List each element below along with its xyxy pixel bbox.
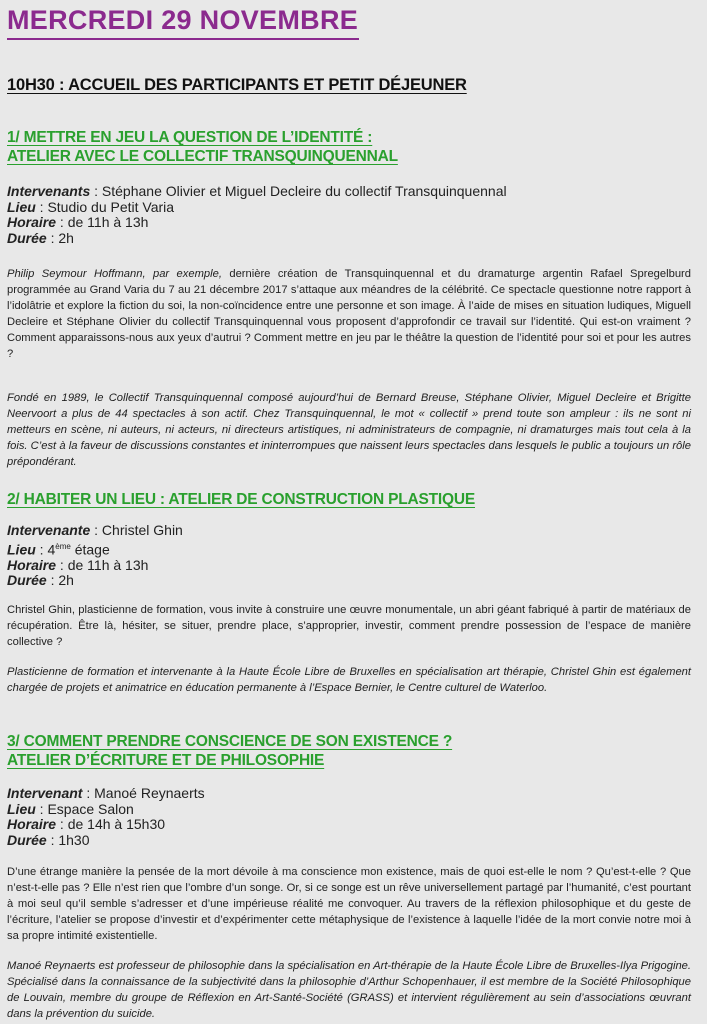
place-value-sup: ème [55, 541, 71, 551]
time-label: Horaire [7, 214, 57, 230]
section-3-meta: Intervenant : Manoé Reynaerts Lieu : Espace Salon Horaire : de 14h à 15h30 Durée : 1h30 [7, 785, 205, 848]
section-2 [7, 490, 691, 509]
section-1-meta: Intervenants : Stéphane Olivier et Miguel Decleire du collectif Transquinquennal Lieu : Studio du Petit Varia Horaire : de 11h à 13h Durée : 2h [7, 183, 507, 246]
speaker-label: Intervenant [7, 785, 83, 801]
section-2-title-line1: 2/ HABITER UN LIEU : ATELIER DE CONSTRUCTION PLASTIQUE [7, 491, 475, 508]
duration-value: 2h [58, 572, 74, 589]
section-1-description-text: dernière création de Transquinquennal et du dramaturge argentin Rafael Spregelburd programmée au Grand Varia du 7 au 21 décembre 2017 s’attaque aux méandres de la célébrité. Ce spectacle questionne notre rapport à l’idolâtrie et explore la fiction du soi, la non-coïncidence entre une personne et son image. À l’aide de mises en situation ludiques, Miguell Decleire et Stéphane Olivier du collectif Transquinquennal vous proposent d’approfondir ce travail sur l’identité. Qui est-on vraiment ? Comment apparaissons-nous aux yeux d’autrui ? Comment mettre en jeu par le théâtre la question de l’identité pour soi et pour les autres ? [7, 268, 691, 360]
place-label: Lieu [7, 198, 36, 215]
section-3-title-line1: 3/ COMMENT PRENDRE CONSCIENCE DE SON EXISTENCE ? [7, 733, 453, 750]
section-1-bio: Fondé en 1989, le Collectif Transquinquennal composé aujourd’hui de Bernard Breuse, Stéphane Olivier, Miguel Decleire et Brigitte Neervoort a plus de 44 spectacles à son actif. Chez Transquinquennal, le mot « collectif » prend toute son ampleur : ils ne sont ni metteurs en scène, ni auteurs, ni acteurs, ni directeurs artistiques, ni administrateurs de compagnie, ni dramaturges mais tout cela à la fois. C’est à la faveur de discussions constantes et ininterrompues que naissent leurs spectacles dans lesquels le public a toujours un rôle prépondérant. [7, 392, 691, 468]
speaker-label: Intervenants [7, 183, 91, 199]
time-label: Horaire [7, 816, 57, 832]
time-label: Horaire [7, 556, 57, 573]
duration-value: 1h30 [58, 831, 90, 848]
section-3-description: D’une étrange manière la pensée de la mort dévoile à ma conscience mon existence, mais de quoi est-elle le nom ? Qu’est-t-elle ? Que n’est-t-elle pas ? Elle n’est rien que l’ombre d’un songe. Or, si ce songe est un rêve universellement partagé par l’humanité, c’est pourtant à moi seul qu’il semble s’adresser et d’une impérieuse réalité me convoquer. Au travers de la réflexion philosophique et du geste de l’écriture, l’atelier se propose d’investir et d’expérimenter cette métaphysique de l’existence à laquelle l’idée de la mort convie notre moi à sa propre intimité existentielle. [7, 866, 691, 942]
section-1-title-line2: ATELIER AVEC LE COLLECTIF TRANSQUINQUENNAL [7, 148, 398, 165]
time-value: de 11h à 13h [67, 214, 149, 230]
place-label: Lieu [7, 800, 36, 817]
section-1 [7, 128, 691, 166]
place-value: Studio du Petit Varia [47, 198, 175, 215]
place-label: Lieu [7, 541, 36, 558]
section-2-bio: Plasticienne de formation et intervenante à la Haute École Libre de Bruxelles en spécialisation art thérapie, Christel Ghin est également chargée de projets et animatrice en éducation permanente à l’Espace Bernier, le Centre culturel de Waterloo. [7, 666, 691, 694]
duration-value: 2h [58, 229, 74, 246]
place-value-suffix: étage [70, 541, 110, 558]
section-2-description: Christel Ghin, plasticienne de formation, vous invite à construire une œuvre monumentale, un abri géant fabriqué à partir de matériaux de récupération. Être là, hésiter, se situer, prendre place, s’approprier, investir, comment prendre possession de l’espace de manière collective ? [7, 604, 691, 648]
welcome-heading: 10H30 : ACCUEIL DES PARTICIPANTS ET PETIT DÉJEUNER [7, 76, 467, 94]
duration-label: Durée [7, 572, 47, 589]
speaker-label: Intervenante [7, 522, 91, 538]
speaker-value: Christel Ghin [101, 522, 183, 538]
section-3-bio: Manoé Reynaerts est professeur de philosophie dans la spécialisation en Art-thérapie de la Haute École Libre de Bruxelles-Ilya Prigogine. Spécialisé dans la connaissance de la subjectivité dans la philosophie d’Arthur Schopenhauer, il est membre de la Société Philosophique de Louvain, membre du groupe de Réflexion en Art-Santé-Société (GRASS) et intervient régulièrement au sein d’associations œuvrant dans la prévention du suicide. [7, 960, 691, 1020]
duration-label: Durée [7, 831, 47, 848]
time-value: de 14h à 15h30 [67, 816, 166, 832]
place-value: Espace Salon [47, 800, 134, 817]
show-title: Philip Seymour Hoffmann, par exemple, [7, 268, 222, 280]
section-2-meta: Intervenante : Christel Ghin Lieu : 4ème étage Horaire : de 11h à 13h Durée : 2h [7, 522, 183, 589]
place-value-number: 4 [47, 541, 56, 558]
time-value: de 11h à 13h [67, 556, 149, 573]
section-3 [7, 732, 691, 770]
day-title: MERCREDI 29 NOVEMBRE [7, 4, 359, 40]
section-1-description [7, 267, 691, 362]
speaker-value: Manoé Reynaerts [94, 785, 205, 801]
section-3-title-line2: ATELIER D’ÉCRITURE ET DE PHILOSOPHIE [7, 752, 325, 769]
duration-label: Durée [7, 229, 47, 246]
section-1-title-line1: 1/ METTRE EN JEU LA QUESTION DE L’IDENTITÉ : [7, 129, 373, 146]
speaker-value: Stéphane Olivier et Miguel Decleire du collectif Transquinquennal [101, 183, 507, 199]
